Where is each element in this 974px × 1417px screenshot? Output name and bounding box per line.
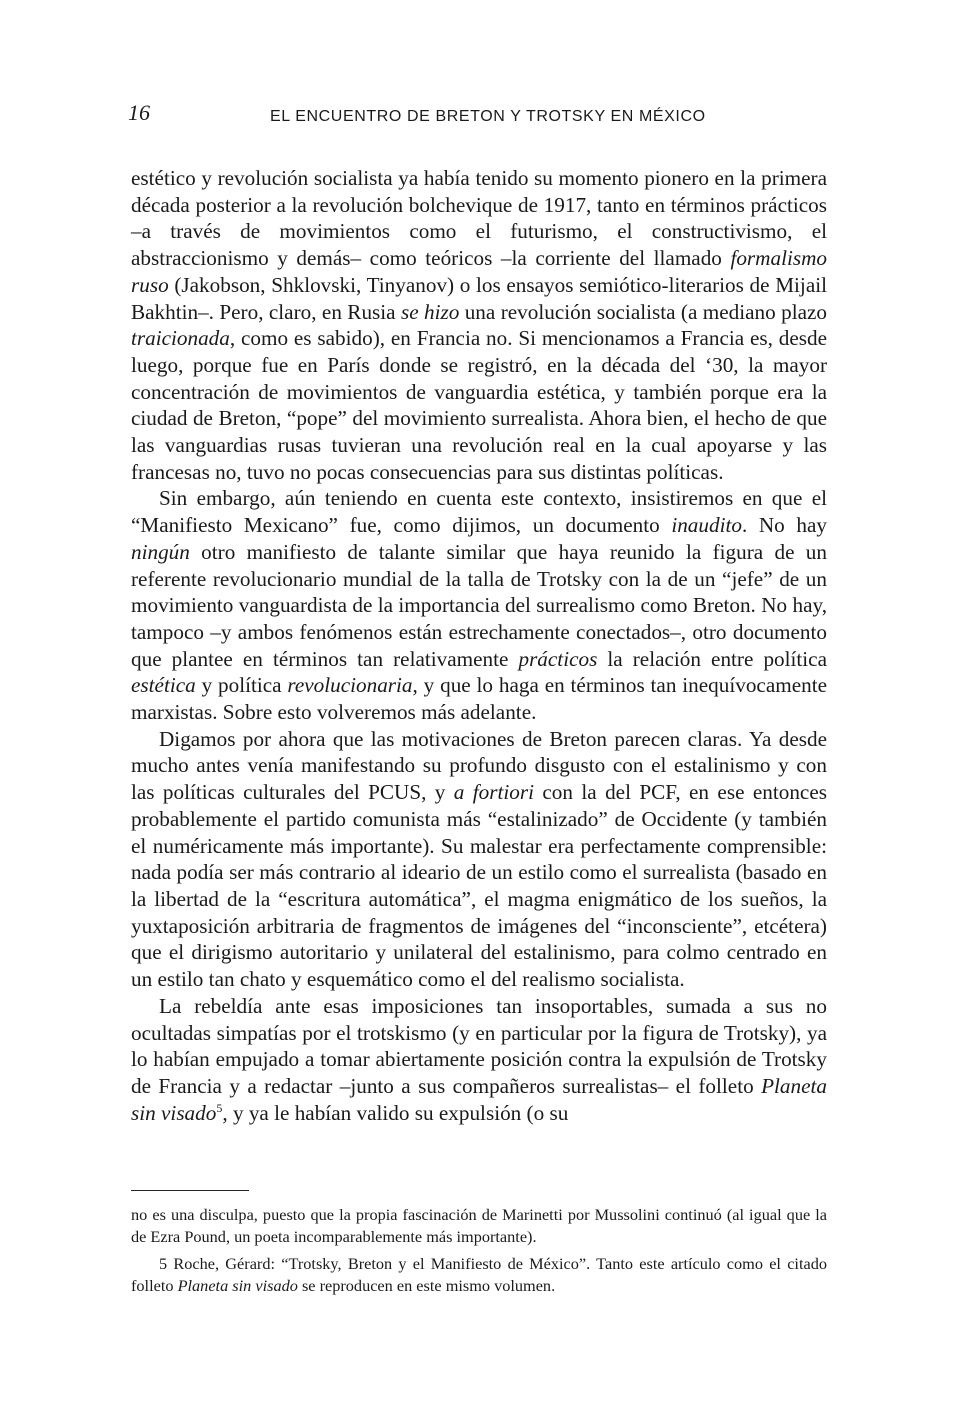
italic-run: Planeta sin visado (177, 1275, 298, 1295)
footnote-ref-5[interactable]: 5 (216, 1100, 223, 1115)
text-run: 5 Roche, Gérard: “Trotsky, Breton y el Manifiesto de México”. Tanto este artículo como el citado folleto (131, 1254, 827, 1295)
text-run: Sin embargo, aún teniendo en cuenta este contexto, insistiremos en que el “Manifiesto Mexicano” fue, como dijimos, un documento (131, 486, 827, 538)
page-number: 16 (128, 100, 150, 125)
text-run: una revolución socialista (a mediano plazo (459, 299, 828, 324)
italic-run: Planeta sin visado (131, 1073, 827, 1125)
text-run: , como es sabido), en Francia no. Si mencionamos a Francia es, desde luego, porque fue en París donde se registró, en la década del ‘30, la mayor concentración de movimientos de vanguardia estética, y también porque era la ciudad de Breton, “pope” del movimiento surrealista. Ahora bien, el hecho de que las vanguardias rusas tuvieran una revolución real en la cual apoyarse y las francesas no, tuvo no pocas consecuencias para sus distintas políticas. (131, 326, 827, 484)
text-run: (Jakobson, Shklovski, Tinyanov) o los ensayos semiótico-literarios de Mijail Bakhtin–. Pero, claro, en Rusia (131, 272, 827, 324)
italic-run: revolucionaria (287, 673, 413, 698)
text-run: , y que lo haga en términos tan inequívocamente marxistas. Sobre esto volveremos más adelante. (131, 673, 827, 725)
footnote-5 (131, 1253, 827, 1296)
italic-run: formalismo ruso (131, 246, 827, 297)
text-run: la relación entre política (597, 646, 827, 671)
text-run: y política (195, 673, 288, 698)
footnotes (131, 1204, 827, 1302)
text-run: Digamos por ahora que las motivaciones de Breton parecen claras. Ya desde mucho antes venía manifestando su profundo disgusto con el estalinismo y con las políticas culturales del PCUS, y (131, 726, 827, 805)
paragraph-2 (131, 485, 827, 725)
text-run: con la del PCF, en ese entonces probablemente el partido comunista más “estalinizado” de Occidente (y también el numéricamente más importante). Su malestar era perfectamente comprensible: nada podía ser más contrario al ideario de un estilo como el surrealista (basado en la libertad de la “escritura automática”, el magma enigmático de los sueños, la yuxtaposición arbitraria de fragmentos de imágenes del “inconsciente”, etcétera) que el dirigismo autoritario y unilateral del estalinismo, para colmo centrado en un estilo tan chato y esquemático como el del realismo socialista. (131, 780, 827, 992)
footnote-divider (131, 1190, 249, 1191)
italic-run: prácticos (518, 646, 598, 671)
running-title: EL ENCUENTRO DE BRETON Y TROTSKY EN MÉXICO (270, 108, 706, 125)
italic-run: a fortiori (453, 780, 535, 805)
paragraph-1 (131, 165, 827, 485)
italic-run: traicionada (131, 326, 230, 351)
body-text (131, 165, 827, 1126)
italic-run: se hizo (400, 299, 460, 324)
italic-run: ningún (131, 539, 190, 564)
text-run: otro manifiesto de talante similar que haya reunido la figura de un referente revolucionario mundial de la talla de Trotsky con la de un “jefe” de un movimiento vanguardista de la importancia del surrealismo como Breton. No hay, tampoco –y ambos fenómenos están estrechamente conectados–, otro documento que plantee en términos tan relativamente (131, 539, 827, 671)
text-run: , y ya le habían valido su expulsión (o su (222, 1100, 569, 1125)
text-run: . No hay (741, 513, 827, 538)
text-run: se reproducen en este mismo volumen. (297, 1275, 556, 1295)
paragraph-3 (131, 726, 827, 993)
paragraph-4 (131, 993, 827, 1127)
italic-run: estética (131, 673, 196, 698)
italic-run: inaudito (671, 513, 742, 538)
text-run: La rebeldía ante esas imposiciones tan insoportables, sumada a sus no ocultadas simpatías por el trotskismo (y en particular por la figura de Trotsky), ya lo habían empujado a tomar abiertamente posición contra la expulsión de Trotsky de Francia y a redactar –junto a sus compañeros surrealistas– el folleto (131, 993, 827, 1098)
text-run: estético y revolución socialista ya había tenido su momento pionero en la primera década posterior a la revolución bolchevique de 1917, tanto en términos prácticos –a través de movimientos como el futurismo, el constructivismo, el abstraccionismo y demás– como teóricos –la corriente del llamado (131, 166, 827, 271)
footnote-continuation: no es una disculpa, puesto que la propia fascinación de Marinetti por Mussolini continuó (al igual que la de Ezra Pound, un poeta incomparablemente más importante). (131, 1205, 827, 1246)
